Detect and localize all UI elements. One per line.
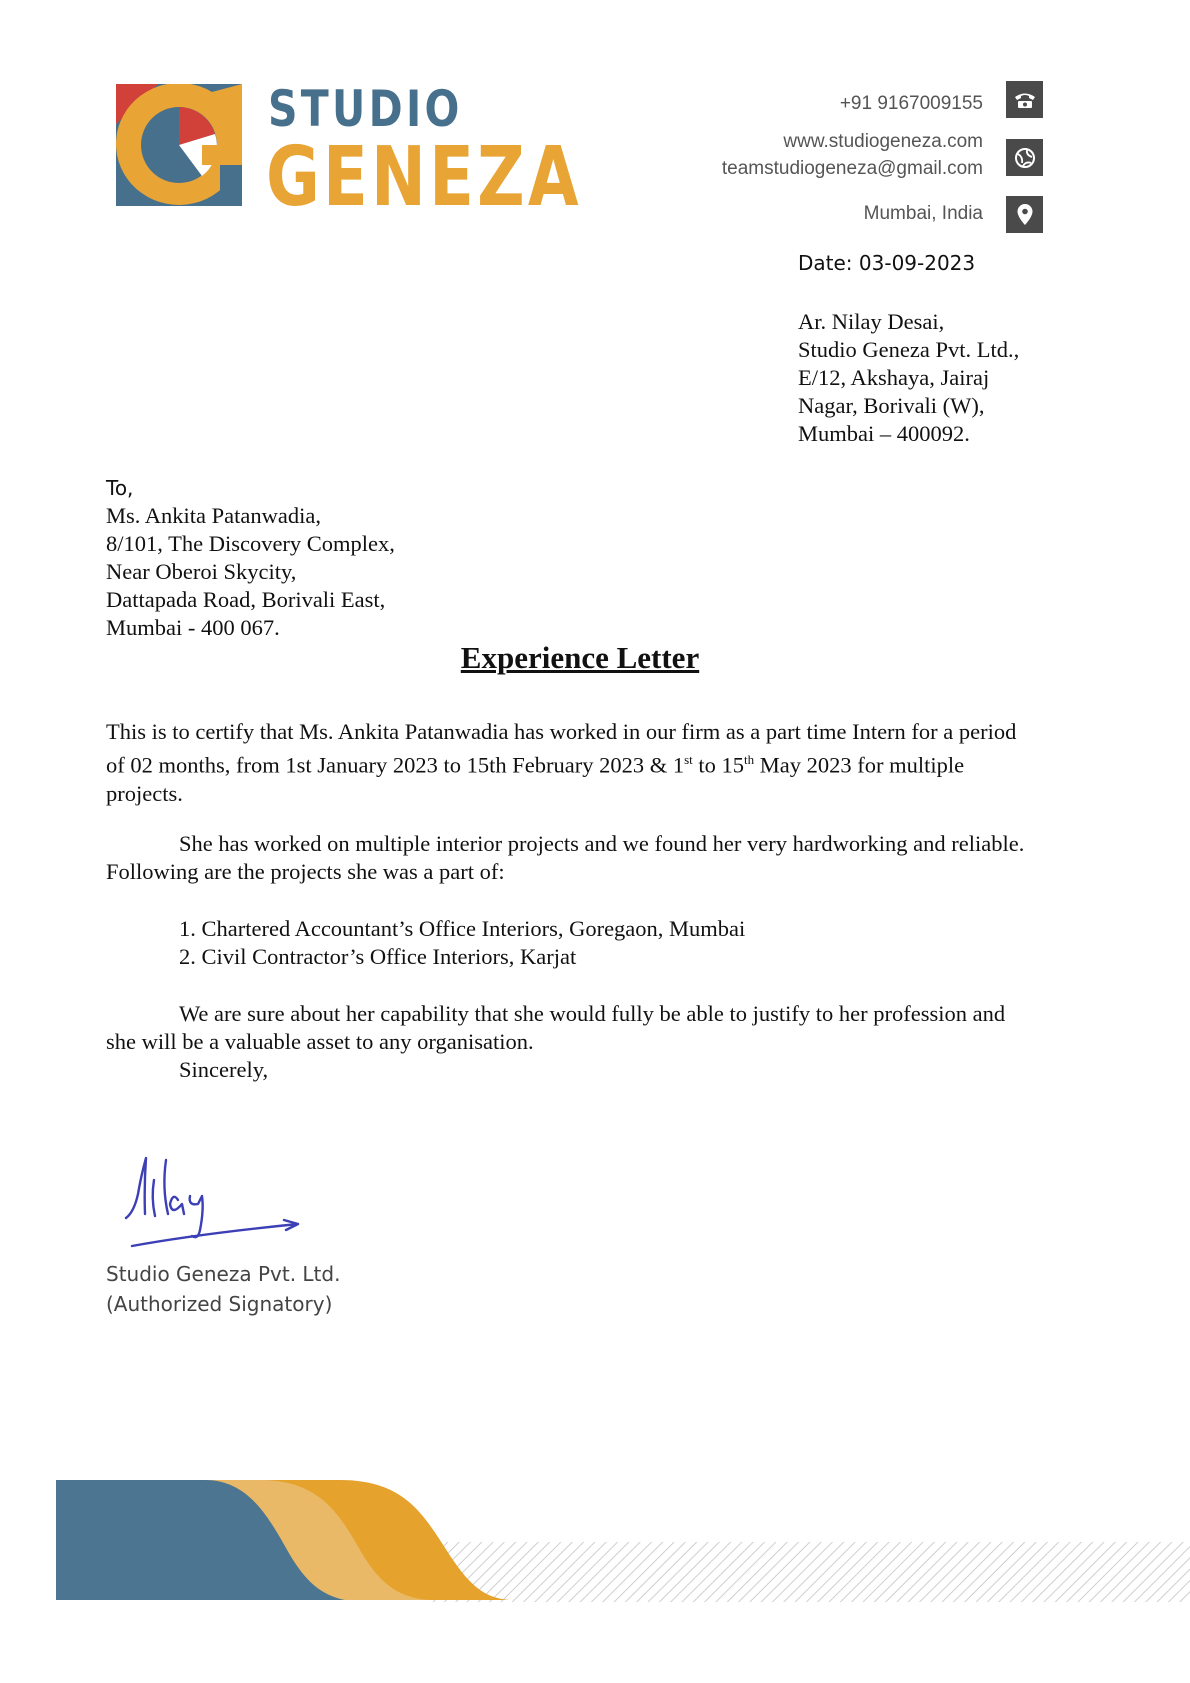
contact-website: www.studiogeneza.com [783, 131, 983, 152]
globe-icon [1006, 139, 1043, 176]
certification-paragraph [106, 718, 1036, 808]
project-list-item: 2. Civil Contractor’s Office Interiors, Karjat [179, 944, 577, 969]
signatory-role: (Authorized Signatory) [106, 1292, 333, 1316]
recipient-address-line: Mumbai - 400 067. [106, 615, 280, 640]
closing-salutation: Sincerely, [179, 1057, 269, 1082]
recipient-address-line: Ms. Ankita Patanwadia, [106, 503, 321, 528]
location-pin-icon [1006, 196, 1043, 233]
sender-address-line: Mumbai – 400092. [798, 421, 970, 446]
projects-intro-paragraph: She has worked on multiple interior projects and we found her very hardworking and reliable. Following are the projects she was a part of: [106, 831, 1025, 884]
phone-icon [1006, 81, 1043, 118]
recipient-address-line: Near Oberoi Skycity, [106, 559, 297, 584]
sender-address-line: E/12, Akshaya, Jairaj [798, 365, 990, 390]
handwritten-signature [118, 1150, 318, 1250]
letter-date: Date: 03-09-2023 [798, 251, 976, 275]
contact-location: Mumbai, India [863, 203, 983, 224]
letter-title: Experience Letter [460, 640, 700, 675]
recipient-address-line: Dattapada Road, Borivali East, [106, 587, 386, 612]
sender-address-line: Ar. Nilay Desai, [798, 309, 945, 334]
to-label: To, [106, 476, 134, 500]
paragraph-text: May 2023 for multiple projects. [106, 752, 965, 806]
signatory-company: Studio Geneza Pvt. Ltd. [106, 1262, 341, 1286]
project-list [179, 915, 745, 971]
studio-geneza-logo-icon [116, 84, 242, 206]
brand-name-studio: STUDIO [268, 80, 463, 138]
sender-address [798, 308, 1019, 448]
paragraph-text: This is to certify that Ms. Ankita Patanwadia has worked in our firm as a part time Intern for a period of 02 months, from 1st January 2023 to 15th February 2023 & 1 [106, 719, 1017, 778]
contact-email: teamstudiogeneza@gmail.com [721, 158, 983, 179]
brand-name-geneza: GENEZA [266, 130, 582, 225]
recipient-address [106, 502, 395, 642]
ordinal-suffix: st [684, 752, 693, 767]
contact-phone: +91 9167009155 [839, 93, 983, 114]
paragraph-text: to 15 [692, 752, 745, 778]
sender-address-line: Studio Geneza Pvt. Ltd., [798, 337, 1020, 362]
footer-decorative-band [0, 1480, 1190, 1620]
recommendation-paragraph: We are sure about her capability that she would fully be able to justify to her profession and she will be a valuable asset to any organisation. [106, 1001, 1006, 1054]
recipient-address-line: 8/101, The Discovery Complex, [106, 531, 395, 556]
project-list-item: 1. Chartered Accountant’s Office Interiors, Goregaon, Mumbai [179, 916, 746, 941]
sender-address-line: Nagar, Borivali (W), [798, 393, 985, 418]
ordinal-suffix: th [744, 752, 755, 767]
